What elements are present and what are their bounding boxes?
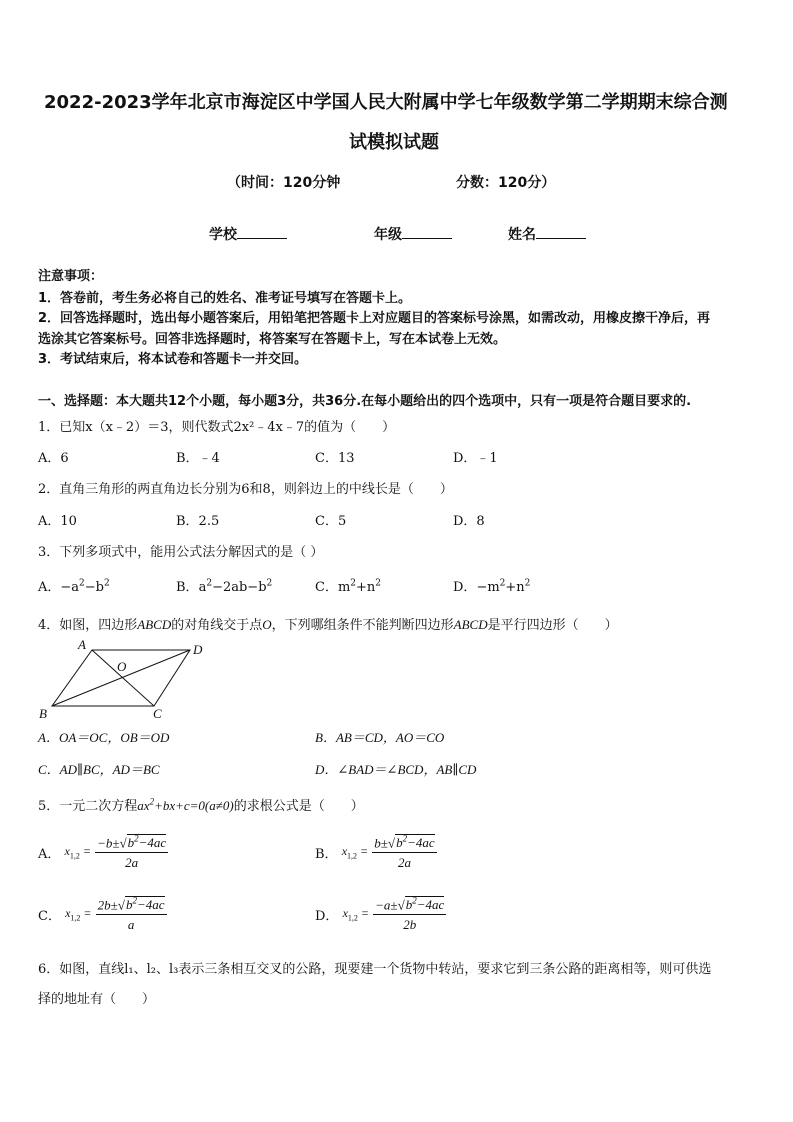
q1-option-d: D．﹣1 [453,451,498,466]
q4-stem-part-d: 是平行四边形（ ） [487,618,618,633]
exam-score: 分数：120分） [456,175,556,191]
q3-option-b-label: B． [176,580,199,595]
q3-option-a-label: A． [38,580,61,595]
name-label: 姓名 [508,227,536,243]
grade-field [374,224,452,244]
grade-blank [402,226,452,239]
q5-option-d [315,896,446,933]
q4-stem-part-a: 4．如图，四边形 [38,618,138,633]
note-2-continued: 选涂其它答案标号。回答非选择题时，将答案写在答题卡上，写在本试卷上无效。 [38,332,507,347]
q5-option-a-label: A． [38,847,61,863]
q3-option-c [315,576,381,595]
page-title-continued: 试模拟试题 [349,132,439,153]
q4-option-c [38,759,160,778]
question-1-stem: 1．已知x（x﹣2）＝3，则代数式2x²﹣4x﹣7的值为（ ） [38,420,396,435]
q3-option-d [453,576,530,595]
q4-option-d [315,759,476,778]
q4-option-d-text: D．∠BAD＝∠BCD，AB∥CD [315,762,477,777]
q5-option-d-label: D． [315,909,339,925]
q3-option-b-expr: $a^2-2ab-b^2$ [198,578,273,595]
grade-label: 年级 [374,227,402,243]
q5-option-c-label: C． [38,909,61,925]
school-label: 学校 [209,227,237,243]
note-1: 1．答卷前，考生务必将自己的姓名、准考证号填写在答题卡上。 [38,291,412,306]
question-6-stem-continued: 择的地址有（ ） [38,992,156,1007]
q4-option-c-text: C．AD∥BC，AD＝BC [38,762,160,777]
q3-option-d-label: D． [453,580,477,595]
q4-option-a [38,727,169,746]
vertex-b-label: B [39,706,47,721]
q2-option-d: D．8 [453,514,485,529]
q4-option-a-text: A．OA＝OC，OB＝OD [38,730,170,745]
q5-option-c-fraction: $\frac{2b\pm√b^2-4ac}{a}$ [97,896,165,933]
question-6-stem: 6．如图，直线l₁、l₂、l₃表示三条相互交叉的公路，现要建一个货物中转站，要求它到三条公路的距离相等，则可供选 [38,962,712,977]
q5-option-a [38,834,168,871]
question-2-stem: 2．直角三角形的两直角边长分别为6和8，则斜边上的中线长是（ ） [38,482,453,497]
q3-option-a-expr: $-a^2-b^2$ [60,578,110,595]
question-4-stem [38,614,618,633]
q5-stem-part-b: 的求根公式是（ ） [233,799,364,814]
q5-option-a-lhs: $x_{1,2}$ = [64,844,91,861]
point-o-label: O [117,659,127,674]
school-field [209,224,287,244]
q5-stem-part-a: 5．一元二次方程 [38,799,138,814]
q3-option-a [38,576,110,595]
q5-option-b-fraction: $\frac{b\pm√b^2-4ac}{2a}$ [374,834,435,871]
q4-point-o: O [262,617,272,632]
q5-option-a-fraction: $\frac{-b\pm√b^2-4ac}{2a}$ [97,834,167,871]
vertex-a-label: A [78,637,86,652]
name-field [508,224,586,244]
vertex-d-label: D [193,642,203,657]
q5-option-b-label: B． [315,847,338,863]
page-title: 2022-2023学年北京市海淀区中学国人民大附属中学七年级数学第二学期期末综合测 [44,92,728,113]
q2-option-a: A．10 [38,514,77,529]
q5-option-c-lhs: $x_{1,2}$ = [65,906,92,923]
question-5-stem [38,795,364,814]
note-2: 2．回答选择题时，选出每小题答案后，用铅笔把答题卡上对应题目的答案标号涂黑，如需改动，用橡皮擦干净后，再 [38,311,711,326]
q2-option-b: B．2.5 [176,514,220,529]
q4-stem-part-b: 的对角线交于点 [171,618,263,633]
q3-option-d-expr: $-m^2+n^2$ [476,578,531,595]
q3-option-c-expr: $m^2+n^2$ [337,578,382,595]
q1-option-a: A．6 [38,451,69,466]
exam-time: （时间：120分钟 [227,175,341,191]
name-blank [536,226,586,239]
q4-stem-part-c: ，下列哪组条件不能判断四边形 [271,618,454,633]
q5-option-d-fraction: $\frac{-a\pm√b^2-4ac}{2b}$ [375,896,445,933]
school-blank [237,226,287,239]
parallelogram-figure [36,636,212,722]
q5-option-b-lhs: $x_{1,2}$ = [341,844,369,861]
q5-option-c [38,896,167,933]
q1-option-c: C．13 [315,451,355,466]
q4-quad-name-2: ABCD [453,617,488,632]
q5-option-b [315,834,437,871]
section-heading: 一、选择题：本大题共12个小题，每小题3分，共36分.在每小题给出的四个选项中，只有一项是符合题目要求的. [38,394,692,409]
question-3-stem: 3．下列多项式中，能用公式法分解因式的是（ ） [38,545,324,560]
note-3: 3．考试结束后，将本试卷和答题卡一并交回。 [38,352,308,367]
vertex-c-label: C [153,706,162,721]
q2-option-c: C．5 [315,514,347,529]
q4-option-b-text: B．AB＝CD，AO＝CO [315,730,445,745]
q3-option-c-label: C． [315,580,338,595]
q4-quad-name: ABCD [137,617,172,632]
q5-option-d-lhs: $x_{1,2}$ = [342,906,370,923]
q4-option-b [315,727,444,746]
q1-option-b: B．﹣4 [176,451,220,466]
notes-heading: 注意事项： [38,269,104,284]
quadratic-equation: $ax^2+bx+c=0(a\ne 0)$ [137,796,234,813]
q3-option-b [176,576,272,595]
